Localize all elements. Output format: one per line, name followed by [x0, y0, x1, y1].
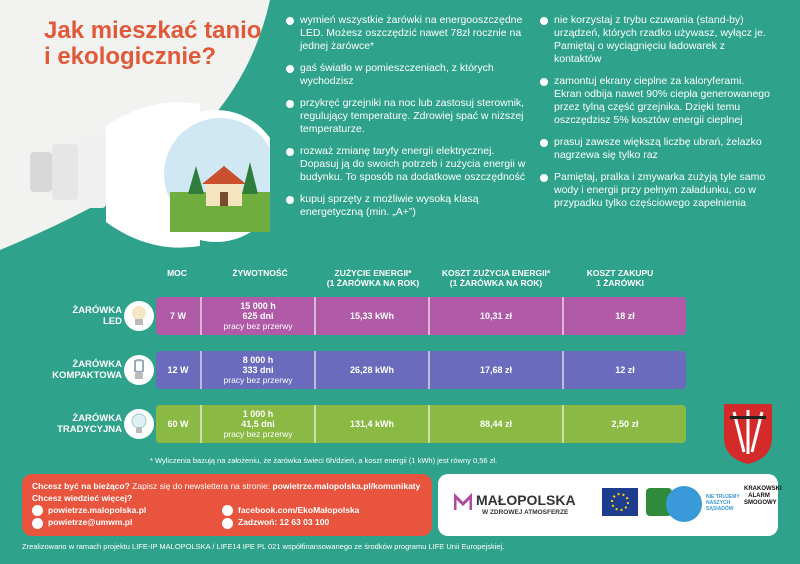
email-link[interactable]: powietrze@umwm.pl — [48, 517, 133, 528]
cell-energy: 26,28 kWh — [349, 365, 395, 375]
bulb-illustration — [30, 96, 270, 256]
project-credit: Zrealizowano w ramach projektu LIFE-IP MALOPOLSKA / LIFE14 IPE PL 021 współfinansowanego ze środków programu LIFE Unii Europejskiej. — [22, 542, 505, 551]
malopolska-sub: W ZDROWEJ ATMOSFERZE — [482, 509, 569, 516]
table-row-compact — [156, 351, 686, 389]
cell-energy: 131,4 kWh — [349, 419, 395, 429]
tips-left-list — [286, 14, 526, 228]
eu-flag-icon — [602, 488, 638, 516]
logos-box — [438, 474, 782, 536]
tip-item: zamontuj ekrany cieplne za kaloryferami. Ekran odbija nawet 90% ciepła generowanego przez tylną część grzejnika. Dzięki temu oszczędzisz 5% kosztów energii cieplnej — [540, 75, 772, 127]
cell-zywotnosc: 8 000 h 333 dni pracy bez przerwy — [223, 355, 293, 385]
tip-item: kupuj sprzęty z możliwie wysoką klasą energetyczną (min. „A+”) — [286, 193, 526, 219]
facebook-icon — [222, 505, 233, 516]
cell-cost: 17,68 zł — [479, 365, 513, 375]
krakowski-alarm-logo: KRAKOWSKI ALARM SMOGOWY — [744, 486, 782, 506]
malopolska-name: MAŁOPOLSKA — [476, 492, 576, 508]
header-zuzycie: ZUŻYCIE ENERGII* (1 ŻARÓWKA NA ROK) — [326, 268, 420, 288]
cell-price: 2,50 zł — [611, 419, 639, 429]
malopolska-logo — [454, 492, 472, 517]
table-row-traditional — [156, 405, 686, 443]
compact-bulb-icon — [124, 355, 154, 385]
cell-price: 12 zł — [615, 365, 635, 375]
cell-cost: 10,31 zł — [479, 311, 513, 321]
tip-item: Pamiętaj, pralka i zmywarka zużyją tyle samo wody i energii przy pełnym załadunku, co w przypadku tylko częściowego zapełnienia — [540, 171, 772, 210]
phone-icon — [222, 518, 233, 529]
header-zywotnosc: ŻYWOTNOŚĆ — [232, 268, 288, 278]
cell-zywotnosc: 1 000 h 41,5 dni pracy bez przerwy — [223, 409, 293, 439]
tip-item: prasuj zawsze większą liczbę ubrań, żelazko nagrzewa się tylko raz — [540, 136, 772, 162]
tip-item: rozważ zmianę taryfy energii elektrycznej. Dopasuj ją do swoich potrzeb i zużycia energii w budynku. To sposób na dodatkowe oszczędność — [286, 145, 526, 184]
led-bulb-icon — [124, 301, 154, 331]
facebook-link[interactable]: facebook.com/EkoMałopolska — [238, 505, 360, 515]
traditional-bulb-icon — [124, 409, 154, 439]
table-row-led — [156, 297, 686, 335]
tip-item: wymień wszystkie żarówki na energooszczędne LED. Możesz oszczędzić nawet 78zł rocznie na jednej żarówce* — [286, 14, 526, 53]
tip-item: nie korzystaj z trybu czuwania (stand-by) urządzeń, których rzadko używasz, wyłącz je. Pamiętaj o wyciągnięciu ładowarek z kontaktów — [540, 14, 772, 66]
header-moc: MOC — [167, 268, 187, 278]
newsletter-link[interactable]: powietrze.malopolska.pl/komunikaty — [272, 481, 421, 491]
cell-moc: 7 W — [169, 311, 186, 321]
tips-right-list — [540, 14, 772, 219]
nie-trujemy-logo-icon — [666, 486, 702, 522]
web-link[interactable]: powietrze.malopolska.pl — [48, 505, 147, 515]
footnote: * Wyliczenia bazują na założeniu, że żarówka świeci 6h/dzień, a koszt energii (1 kWh) jest równy 0,56 zł. — [150, 456, 498, 465]
row-label-led: ŻARÓWKA LED — [72, 305, 122, 327]
email-icon — [32, 518, 43, 529]
cell-cost: 88,44 zł — [479, 419, 513, 429]
page-title: Jak mieszkać tanio i ekologicznie? — [44, 17, 262, 70]
info-question-1: Chcesz być na bieżąco? — [32, 481, 130, 491]
cell-price: 18 zł — [615, 311, 635, 321]
cell-moc: 12 W — [167, 365, 189, 375]
nie-trujemy-text: NIE TRUJEMY NASZYCH SĄSIADÓW — [706, 494, 740, 512]
header-koszt: KOSZT ZUŻYCIA ENERGII* (1 ŻARÓWKA NA ROK) — [441, 268, 551, 288]
row-label-trad: ŻARÓWKA TRADYCYJNA — [57, 413, 122, 435]
cell-moc: 60 W — [167, 419, 189, 429]
malopolska-mark-icon — [454, 492, 472, 512]
info-box: Chcesz być na bieżąco? Zapisz się do newslettera na stronie: powietrze.malopolska.pl/komunikaty Chcesz wiedzieć więcej? powietrze.malopolska.pl facebook.com/EkoMałopolska powietrze@umwm.pl Zadzwoń: 12 63 03 100 — [22, 474, 432, 536]
cell-zywotnosc: 15 000 h 625 dni pracy bez przerwy — [223, 301, 293, 331]
tip-item: przykręć grzejniki na noc lub zastosuj sterownik, regulujący temperaturę. Zdrowiej spać w niższej temperaturze. — [286, 97, 526, 136]
phone-text: Zadzwoń: 12 63 03 100 — [238, 517, 330, 528]
web-icon — [32, 505, 43, 516]
header-zakup: KOSZT ZAKUPU 1 ŻARÓWKI — [586, 268, 654, 288]
row-label-comp: ŻARÓWKA KOMPAKTOWA — [52, 359, 122, 381]
info-question-2: Chcesz wiedzieć więcej? — [32, 493, 133, 503]
cell-energy: 15,33 kWh — [349, 311, 395, 321]
tip-item: gaś światło w pomieszczeniach, z których wychodzisz — [286, 62, 526, 88]
crest-emblem — [722, 402, 774, 466]
